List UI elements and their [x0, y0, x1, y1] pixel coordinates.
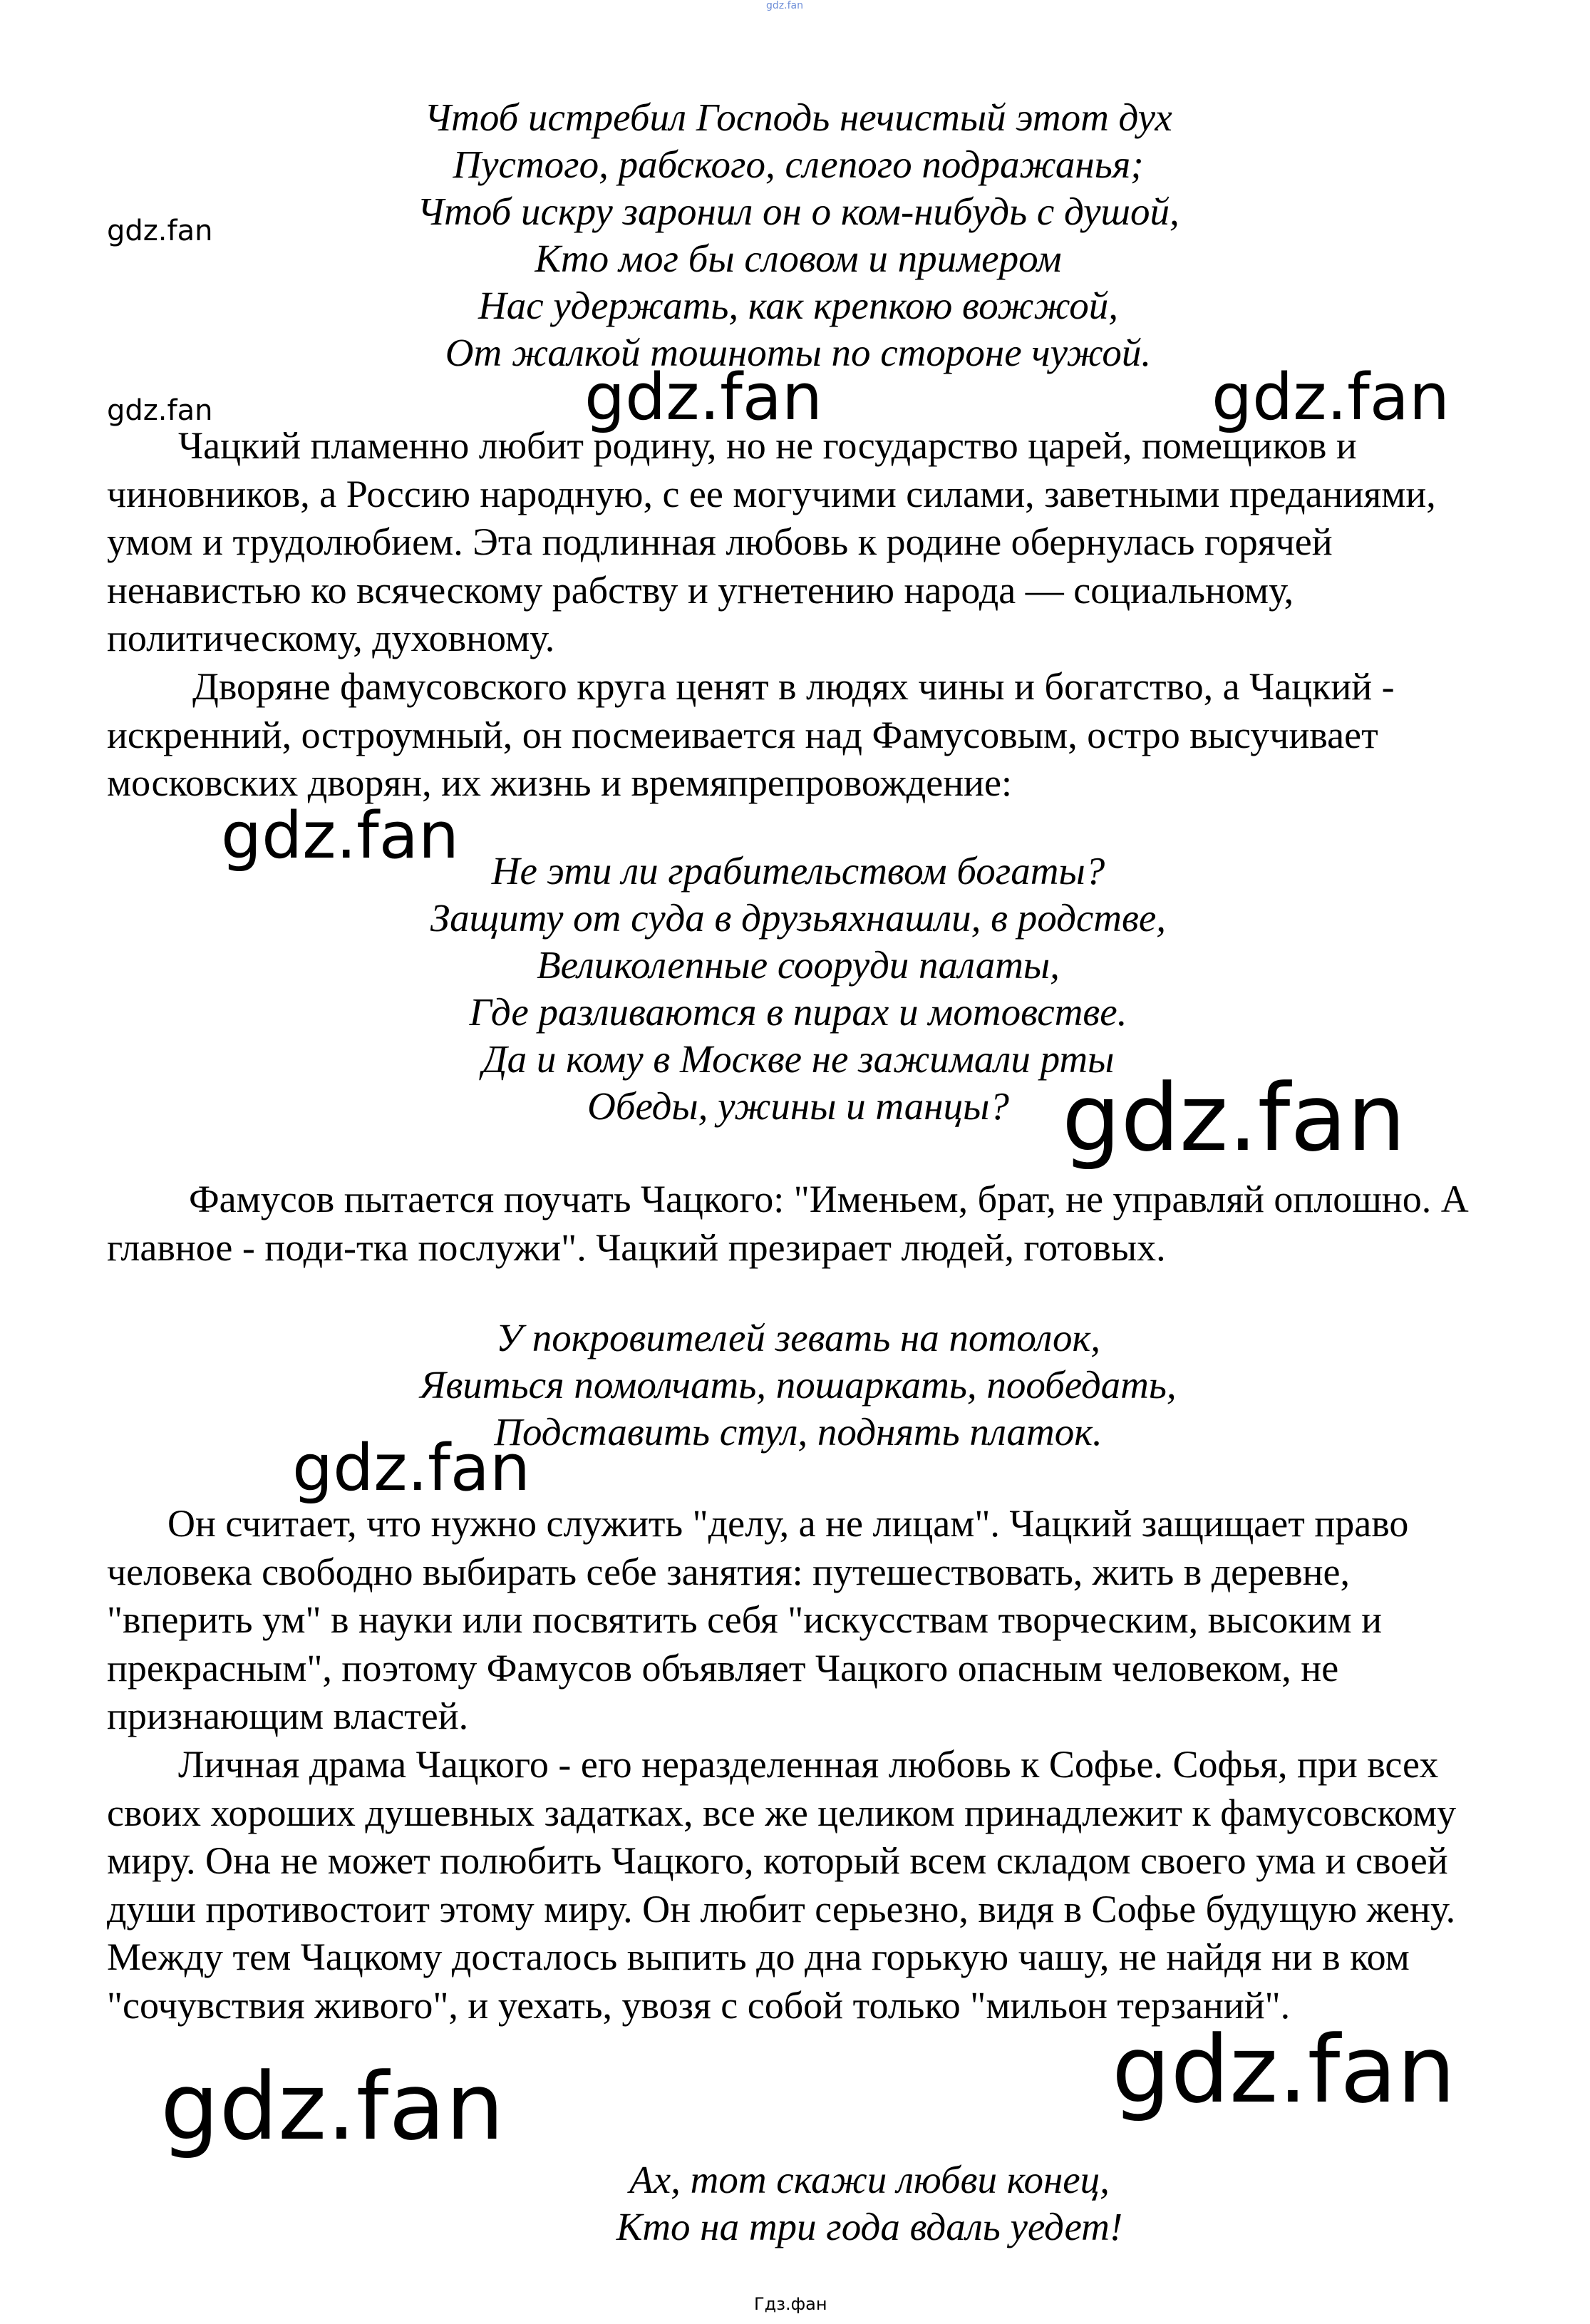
verse-line: Подставить стул, поднять платок.	[494, 1410, 1103, 1454]
watermark: gdz.fan	[107, 394, 213, 427]
paragraph-3: Фамусов пытается поучать Чацкого: "Именьем, брат, не управляй оплошно. А главное - поди-тка послужи". Чацкий презирает людей, готовых.	[107, 1178, 1469, 1269]
verse-line: Явиться помолчать, пошаркать, пообедать,	[420, 1363, 1177, 1407]
watermark: gdz.fan	[584, 360, 822, 435]
paragraph-5: Личная драма Чацкого - его неразделенная любовь к Софье. Софья, при всех своих хороших душевных задатках, все же целиком принадлежит к фамусовскому миру. Она не может полюбить Чацкого, который всем складом своего ума и своей души противостоит этому миру. Он любит серьезно, видя в Софье будущую жену. Между тем Чацкому досталось выпить до дна горькую чашу, не найдя ни в ком "сочувствия живого", и уехать, увозя с собой только "мильон терзаний".	[107, 1742, 1457, 2027]
paragraph-4: Он считает, что нужно служить "делу, а не лицам". Чацкий защищает право человека свободно выбирать себе занятия: путешествовать, жить в деревне, "вперить ум" в науки или посвятить себя "искусствам творческим, высоким и прекрасным", поэтому Фамусов объявляет Чацкого опасным человеком, не признающим властей.	[107, 1502, 1409, 1738]
verse-line: Где разливаются в пирах и мотовстве.	[469, 990, 1127, 1034]
verse-line: Чтоб истребил Господь нечистый этот дух	[424, 96, 1172, 139]
prose-block-1	[107, 422, 1497, 808]
watermark: gdz.fan	[160, 2052, 505, 2161]
watermark: gdz.fan	[221, 798, 459, 873]
verse-line: Пустого, рабского, слепого подражанья;	[453, 143, 1144, 186]
verse-line: У покровителей зевать на потолок,	[495, 1316, 1100, 1359]
verse-line: Кто мог бы словом и примером	[535, 237, 1062, 280]
prose-block-3	[107, 1500, 1497, 2030]
watermark: gdz.fan	[1112, 2015, 1456, 2124]
verse-block-4	[499, 2156, 1240, 2251]
verse-line: Обеды, ужины и танцы?	[587, 1084, 1009, 1128]
verse-line: Нас удержать, как крепкою вожжой,	[478, 284, 1118, 327]
verse-block-1	[107, 94, 1490, 376]
verse-line: Великолепные сооруди палаты,	[537, 943, 1060, 987]
watermark: gdz.fan	[1062, 1064, 1406, 1172]
footer-label: Гдз.фан	[754, 2294, 827, 2314]
paragraph-2: Дворяне фамусовского круга ценят в людях чины и богатство, а Чацкий - искренний, остроумный, он посмеивается над Фамусовым, остро высучивает московских дворян, их жизнь и времяпрепровождение:	[107, 664, 1395, 805]
top-watermark: gdz.fan	[766, 0, 803, 11]
verse-line: Не эти ли грабительством богаты?	[491, 849, 1105, 893]
verse-line: Ах, тот скажи любви конец,	[629, 2158, 1110, 2201]
watermark: gdz.fan	[292, 1431, 530, 1506]
prose-block-2	[107, 1176, 1497, 1272]
watermark: gdz.fan	[1212, 360, 1450, 435]
paragraph-1: Чацкий пламенно любит родину, но не государство царей, помещиков и чиновников, а Россию народную, с ее могучими силами, заветными преданиями, умом и трудолюбием. Эта подлинная любовь к родине обернулась горячей ненавистью ко всяческому рабству и угнетению народа — социальному, политическому, духовному.	[107, 424, 1436, 660]
verse-line: Кто на три года вдаль уедет!	[616, 2205, 1123, 2248]
verse-line: Защиту от суда в друзьяхнашли, в родстве,	[430, 896, 1167, 940]
watermark: gdz.fan	[107, 215, 213, 247]
verse-line: Чтоб искру заронил он о ком-нибудь с душой,	[417, 190, 1179, 233]
verse-line: Да и кому в Москве не зажимали рты	[482, 1037, 1115, 1081]
verse-line: От жалкой тошноты по стороне чужой.	[445, 331, 1152, 374]
